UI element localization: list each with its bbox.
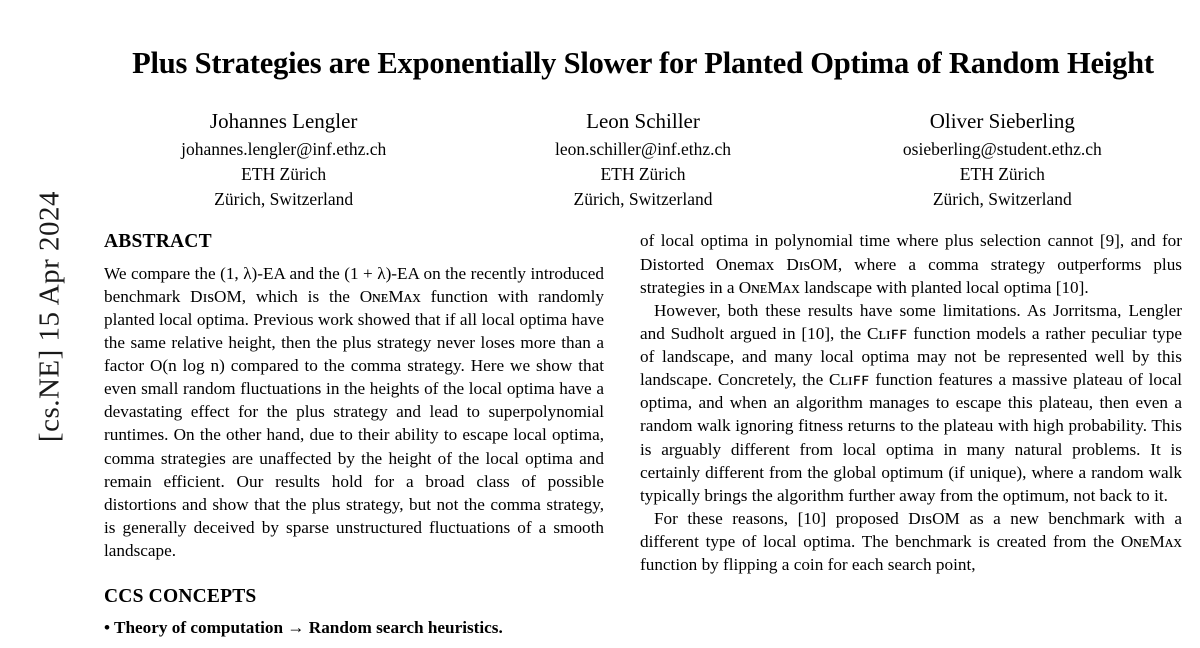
- body-paragraph: However, both these results have some limitations. As Jorritsma, Lengler and Sudholt argued in [10], the Cʟɪꜰꜰ function models a rather peculiar type of landscape, and many local optima may not be represented well by this landscape. Concretely, the Cʟɪꜰꜰ function features a massive plateau of local optima, and when an algorithm manages to escape this plateau, then even a random walk ignoring fitness returns to the plateau with high probability. This is arguably different from local optima in many natural problems. It is certainly different from the global optimum (if unique), where a random walk typically brings the algorithm further away from the optimum, not back to it.: [640, 300, 1182, 505]
- author-block: [823, 107, 1182, 211]
- left-column: [104, 229, 604, 639]
- author-name: Leon Schiller: [586, 109, 700, 134]
- author-name: Oliver Sieberling: [929, 109, 1075, 134]
- two-column-body: [86, 229, 1200, 639]
- arxiv-stamp: [10, 0, 80, 648]
- body-paragraph: of local optima in polynomial time where plus selection cannot [9], and for Distorted Onemax DɪsОM, where a comma strategy outperforms plus strategies in a OɴᴇMᴀx landscape with planted local optima [10].: [640, 231, 1182, 297]
- abstract-text: We compare the (1, λ)-EA and the (1 + λ)-EA on the recently introduced benchmark DɪsОM, which is the OɴᴇMᴀx function with randomly planted local optima. Previous work showed that if all local optima have the same relative height, then the plus strategy never loses more than a factor O(n log n) compared to the comma strategy. Here we show that even small random fluctuations in the heights of the local optima have a devastating effect for the plus strategy and lead to superpolynomial runtimes. On the other hand, due to their ability to escape local optima, comma strategies are unaffected by the height of the local optima and remain efficient. Our results hold for a broad class of possible distortions and show that the plus strategy, but not the comma strategy, is generally deceived by sparse unstructured fluctuations of a smooth landscape.: [104, 263, 604, 561]
- author-affiliation: ETH Zürich: [959, 163, 1045, 184]
- author-affiliation: ETH Zürich: [600, 163, 686, 184]
- author-affiliation: ETH Zürich: [241, 163, 327, 184]
- author-city: Zürich, Switzerland: [214, 188, 354, 209]
- author-email: osieberling@student.ethz.ch: [902, 138, 1102, 159]
- author-list: [86, 107, 1200, 211]
- author-name: Johannes Lengler: [209, 109, 358, 134]
- author-block: [104, 107, 463, 211]
- abstract-heading: ABSTRACT: [104, 231, 212, 253]
- page-title: Plus Strategies are Exponentially Slower for Planted Optima of Random Height: [132, 46, 1154, 80]
- author-city: Zürich, Switzerland: [932, 188, 1072, 209]
- author-email: johannes.lengler@inf.ethz.ch: [181, 138, 387, 159]
- arxiv-stamp-text: [cs.NE] 15 Apr 2024: [33, 190, 66, 443]
- author-block: [463, 107, 822, 211]
- ccs-concepts-text: • Theory of computation → Random search heuristics.: [104, 618, 503, 638]
- paper-page: [86, 0, 1200, 648]
- body-paragraph: For these reasons, [10] proposed DɪsОM as a new benchmark with a different type of local optima. The benchmark is created from the OɴᴇMᴀx function by flipping a coin for each search point,: [640, 508, 1182, 575]
- author-email: leon.schiller@inf.ethz.ch: [555, 138, 731, 159]
- author-city: Zürich, Switzerland: [573, 188, 713, 209]
- ccs-concepts-heading: CCS CONCEPTS: [104, 586, 257, 608]
- right-column: [640, 229, 1182, 639]
